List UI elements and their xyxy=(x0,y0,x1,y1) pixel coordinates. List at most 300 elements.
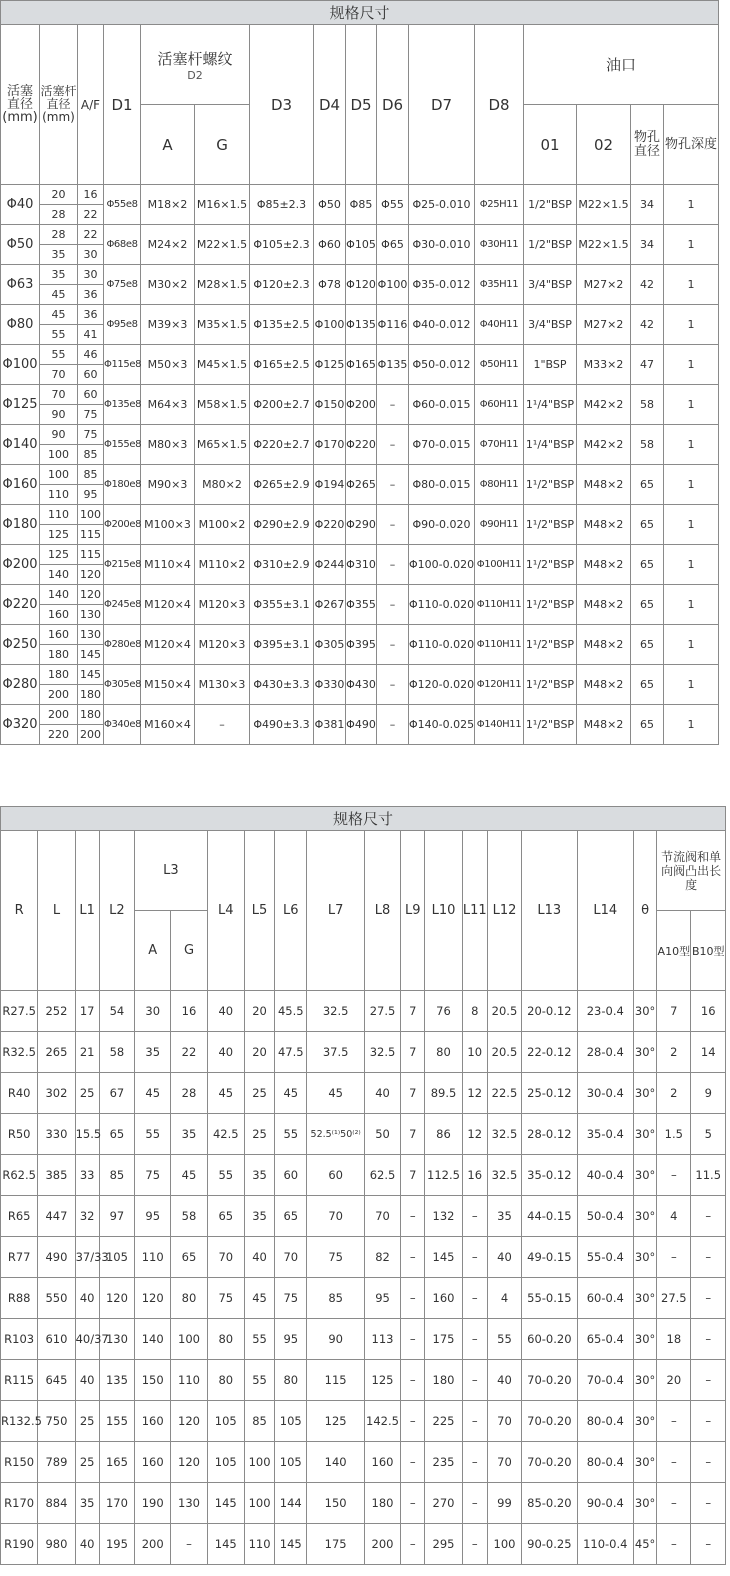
g-cell: M65×1.5 xyxy=(195,425,250,465)
l14-cell: 90-0.4 xyxy=(577,1483,633,1524)
l11-cell: – xyxy=(462,1401,487,1442)
l9-cell: 7 xyxy=(401,1073,425,1114)
l13-cell: 22-0.12 xyxy=(522,1032,577,1073)
l13-cell: 28-0.12 xyxy=(522,1114,577,1155)
o1-cell: 1¹/2"BSP xyxy=(524,705,577,745)
l14-cell: 55-0.4 xyxy=(577,1237,633,1278)
d1-cell: Φ200e8 xyxy=(104,505,141,545)
l2-cell: 67 xyxy=(99,1073,134,1114)
dimension-row xyxy=(1,1196,726,1237)
d6-cell: – xyxy=(377,505,409,545)
d4-cell: Φ381 xyxy=(314,705,346,745)
b10-cell: – xyxy=(691,1442,726,1483)
l13-cell: 44-0.15 xyxy=(522,1196,577,1237)
l-cell: 610 xyxy=(38,1319,75,1360)
l5-cell: 55 xyxy=(244,1360,274,1401)
l-cell: 550 xyxy=(38,1278,75,1319)
spec-row xyxy=(1,705,719,725)
l8-cell: 82 xyxy=(364,1237,400,1278)
b10-cell: – xyxy=(691,1237,726,1278)
d7-cell: Φ110-0.020 xyxy=(409,585,475,625)
o2-cell: M33×2 xyxy=(577,345,631,385)
l2-cell: 135 xyxy=(99,1360,134,1401)
dimension-row xyxy=(1,1155,726,1196)
d4-cell: Φ150 xyxy=(314,385,346,425)
d3-cell: Φ220±2.7 xyxy=(250,425,314,465)
hd-cell: 42 xyxy=(631,265,664,305)
d6-cell: – xyxy=(377,465,409,505)
l8-cell: 32.5 xyxy=(364,1032,400,1073)
l6-cell: 65 xyxy=(275,1196,307,1237)
b10-cell: – xyxy=(691,1483,726,1524)
hole-depth-header: 物孔深度 xyxy=(664,105,719,185)
d5-cell: Φ355 xyxy=(346,585,377,625)
hd-cell: 65 xyxy=(631,665,664,705)
af-cell: 60 xyxy=(78,365,104,385)
t-cell: 30° xyxy=(634,1237,657,1278)
l13-header: L13 xyxy=(522,831,577,991)
l6-cell: 55 xyxy=(275,1114,307,1155)
o1-cell: 1¹/2"BSP xyxy=(524,505,577,545)
l-cell: 789 xyxy=(38,1442,75,1483)
b10-cell: – xyxy=(691,1278,726,1319)
d8-cell: Φ80H11 xyxy=(475,465,524,505)
bore-header: 活塞直径(mm) xyxy=(1,25,40,185)
l12-cell: 32.5 xyxy=(487,1114,521,1155)
l13-cell: 20-0.12 xyxy=(522,991,577,1032)
l4-cell: 70 xyxy=(207,1237,244,1278)
d1-header: D1 xyxy=(104,25,141,185)
af-cell: 145 xyxy=(78,665,104,685)
rod-cell: 28 xyxy=(40,225,78,245)
l14-cell: 65-0.4 xyxy=(577,1319,633,1360)
l6-cell: 45 xyxy=(275,1073,307,1114)
a-cell: 120 xyxy=(135,1278,171,1319)
a-cell: M100×3 xyxy=(141,505,195,545)
g-cell: 100 xyxy=(171,1319,207,1360)
a-cell: 190 xyxy=(135,1483,171,1524)
spec-row xyxy=(1,385,719,405)
d7-cell: Φ35-0.012 xyxy=(409,265,475,305)
l5-cell: 20 xyxy=(244,1032,274,1073)
g-cell: 45 xyxy=(171,1155,207,1196)
o1-cell: 1¹/4"BSP xyxy=(524,425,577,465)
a-cell: M30×2 xyxy=(141,265,195,305)
l7-cell: 32.5 xyxy=(307,991,364,1032)
bore-cell: Φ125 xyxy=(1,385,40,425)
l5-cell: 100 xyxy=(244,1483,274,1524)
d4-cell: Φ125 xyxy=(314,345,346,385)
bore-cell: Φ220 xyxy=(1,585,40,625)
l1-header: L1 xyxy=(75,831,99,991)
l1-cell: 25 xyxy=(75,1073,99,1114)
d8-cell: Φ50H11 xyxy=(475,345,524,385)
o2-cell: M22×1.5 xyxy=(577,225,631,265)
r-cell: R65 xyxy=(1,1196,38,1237)
hd-cell: 42 xyxy=(631,305,664,345)
o1-cell: 1/2"BSP xyxy=(524,225,577,265)
d6-cell: – xyxy=(377,425,409,465)
rod-cell: 200 xyxy=(40,685,78,705)
l2-cell: 195 xyxy=(99,1524,134,1565)
o2-cell: M48×2 xyxy=(577,465,631,505)
l10-cell: 86 xyxy=(425,1114,462,1155)
d3-cell: Φ265±2.9 xyxy=(250,465,314,505)
r-cell: R150 xyxy=(1,1442,38,1483)
d6-cell: – xyxy=(377,385,409,425)
rod-header: 活塞杆直径(mm) xyxy=(40,25,78,185)
l11-cell: 10 xyxy=(462,1032,487,1073)
d3-cell: Φ355±3.1 xyxy=(250,585,314,625)
l-cell: 750 xyxy=(38,1401,75,1442)
l12-cell: 70 xyxy=(487,1442,521,1483)
l1-cell: 37/33 xyxy=(75,1237,99,1278)
a10-header: A10型 xyxy=(657,911,691,991)
l12-header: L12 xyxy=(487,831,521,991)
hp-cell: 1 xyxy=(664,545,719,585)
d1-cell: Φ75e8 xyxy=(104,265,141,305)
r-cell: R170 xyxy=(1,1483,38,1524)
l6-header: L6 xyxy=(275,831,307,991)
l13-cell: 85-0.20 xyxy=(522,1483,577,1524)
l4-cell: 105 xyxy=(207,1401,244,1442)
table2-title: 规格尺寸 xyxy=(1,807,726,831)
l2-cell: 105 xyxy=(99,1237,134,1278)
a-cell: M90×3 xyxy=(141,465,195,505)
a-cell: M50×3 xyxy=(141,345,195,385)
a10-cell: 1.5 xyxy=(657,1114,691,1155)
o1-cell: 1/2"BSP xyxy=(524,185,577,225)
a-cell: 35 xyxy=(135,1032,171,1073)
l1-cell: 40 xyxy=(75,1278,99,1319)
a-cell: M150×4 xyxy=(141,665,195,705)
l7-cell: 150 xyxy=(307,1483,364,1524)
l12-cell: 40 xyxy=(487,1360,521,1401)
o2-cell: M48×2 xyxy=(577,665,631,705)
a10-cell: 27.5 xyxy=(657,1278,691,1319)
hp-cell: 1 xyxy=(664,385,719,425)
d4-cell: Φ220 xyxy=(314,505,346,545)
hp-cell: 1 xyxy=(664,425,719,465)
l7-header: L7 xyxy=(307,831,364,991)
bore-cell: Φ250 xyxy=(1,625,40,665)
l9-cell: 7 xyxy=(401,1114,425,1155)
l7-cell: 37.5 xyxy=(307,1032,364,1073)
rod-cell: 45 xyxy=(40,305,78,325)
l5-cell: 55 xyxy=(244,1319,274,1360)
l8-cell: 142.5 xyxy=(364,1401,400,1442)
hd-cell: 65 xyxy=(631,625,664,665)
spec-row xyxy=(1,265,719,285)
l9-cell: – xyxy=(401,1524,425,1565)
g-cell: 58 xyxy=(171,1196,207,1237)
a10-cell: – xyxy=(657,1237,691,1278)
l4-cell: 145 xyxy=(207,1524,244,1565)
d1-cell: Φ305e8 xyxy=(104,665,141,705)
d5-cell: Φ430 xyxy=(346,665,377,705)
l3-g-header: G xyxy=(171,911,207,991)
l14-cell: 50-0.4 xyxy=(577,1196,633,1237)
t-cell: 30° xyxy=(634,1073,657,1114)
d4-cell: Φ170 xyxy=(314,425,346,465)
g-cell: M22×1.5 xyxy=(195,225,250,265)
l8-cell: 50 xyxy=(364,1114,400,1155)
a10-cell: – xyxy=(657,1155,691,1196)
rod-cell: 110 xyxy=(40,485,78,505)
l12-cell: 22.5 xyxy=(487,1073,521,1114)
d7-cell: Φ30-0.010 xyxy=(409,225,475,265)
spec-row xyxy=(1,425,719,445)
l5-cell: 85 xyxy=(244,1401,274,1442)
af-cell: 115 xyxy=(78,545,104,565)
l8-cell: 125 xyxy=(364,1360,400,1401)
d1-cell: Φ55e8 xyxy=(104,185,141,225)
d4-cell: Φ244 xyxy=(314,545,346,585)
af-cell: 36 xyxy=(78,285,104,305)
dimension-row xyxy=(1,1032,726,1073)
af-cell: 75 xyxy=(78,405,104,425)
bore-cell: Φ50 xyxy=(1,225,40,265)
l10-cell: 270 xyxy=(425,1483,462,1524)
hd-cell: 34 xyxy=(631,225,664,265)
b10-cell: 16 xyxy=(691,991,726,1032)
af-cell: 85 xyxy=(78,445,104,465)
d3-cell: Φ490±3.3 xyxy=(250,705,314,745)
o2-cell: M48×2 xyxy=(577,625,631,665)
rod-cell: 160 xyxy=(40,625,78,645)
l1-cell: 40 xyxy=(75,1524,99,1565)
o2-cell: M48×2 xyxy=(577,545,631,585)
l4-cell: 42.5 xyxy=(207,1114,244,1155)
d7-cell: Φ140-0.025 xyxy=(409,705,475,745)
o1-cell: 1¹/2"BSP xyxy=(524,465,577,505)
d6-cell: – xyxy=(377,705,409,745)
af-cell: 120 xyxy=(78,585,104,605)
o2-cell: M48×2 xyxy=(577,585,631,625)
l14-cell: 30-0.4 xyxy=(577,1073,633,1114)
hp-cell: 1 xyxy=(664,505,719,545)
d6-cell: – xyxy=(377,545,409,585)
l5-cell: 40 xyxy=(244,1237,274,1278)
d4-cell: Φ100 xyxy=(314,305,346,345)
d5-cell: Φ85 xyxy=(346,185,377,225)
l6-cell: 45.5 xyxy=(275,991,307,1032)
l3-header: L3 xyxy=(135,831,208,911)
a10-cell: 2 xyxy=(657,1073,691,1114)
spec-row xyxy=(1,185,719,205)
d6-cell: Φ135 xyxy=(377,345,409,385)
l14-header: L14 xyxy=(577,831,633,991)
l7-cell: 140 xyxy=(307,1442,364,1483)
a-cell: M80×3 xyxy=(141,425,195,465)
l14-cell: 80-0.4 xyxy=(577,1442,633,1483)
rod-cell: 160 xyxy=(40,605,78,625)
l12-cell: 32.5 xyxy=(487,1155,521,1196)
l12-cell: 40 xyxy=(487,1237,521,1278)
rod-cell: 200 xyxy=(40,705,78,725)
dimension-row xyxy=(1,1319,726,1360)
g-cell: M120×3 xyxy=(195,585,250,625)
d6-cell: Φ55 xyxy=(377,185,409,225)
l7-cell: 175 xyxy=(307,1524,364,1565)
d5-cell: Φ120 xyxy=(346,265,377,305)
d5-cell: Φ310 xyxy=(346,545,377,585)
rod-cell: 35 xyxy=(40,265,78,285)
d3-cell: Φ105±2.3 xyxy=(250,225,314,265)
l5-cell: 110 xyxy=(244,1524,274,1565)
af-header: A/F xyxy=(78,25,104,185)
d1-cell: Φ340e8 xyxy=(104,705,141,745)
a-cell: M64×3 xyxy=(141,385,195,425)
d4-cell: Φ60 xyxy=(314,225,346,265)
l12-cell: 20.5 xyxy=(487,1032,521,1073)
l5-cell: 100 xyxy=(244,1442,274,1483)
d3-cell: Φ120±2.3 xyxy=(250,265,314,305)
o1-cell: 3/4"BSP xyxy=(524,305,577,345)
l12-cell: 99 xyxy=(487,1483,521,1524)
spec-row xyxy=(1,345,719,365)
l8-cell: 113 xyxy=(364,1319,400,1360)
g-cell: – xyxy=(171,1524,207,1565)
dimension-row xyxy=(1,1524,726,1565)
l2-cell: 170 xyxy=(99,1483,134,1524)
spec-row xyxy=(1,225,719,245)
l7-cell: 125 xyxy=(307,1401,364,1442)
l2-cell: 65 xyxy=(99,1114,134,1155)
d1-cell: Φ115e8 xyxy=(104,345,141,385)
l-header: L xyxy=(38,831,75,991)
l11-cell: 16 xyxy=(462,1155,487,1196)
l14-cell: 40-0.4 xyxy=(577,1155,633,1196)
l9-cell: – xyxy=(401,1278,425,1319)
l12-cell: 55 xyxy=(487,1319,521,1360)
d8-cell: Φ120H11 xyxy=(475,665,524,705)
cylinder-spec-table xyxy=(0,0,719,745)
rod-cell: 180 xyxy=(40,645,78,665)
l9-cell: 7 xyxy=(401,1155,425,1196)
af-cell: 75 xyxy=(78,425,104,445)
l9-header: L9 xyxy=(401,831,425,991)
l9-cell: – xyxy=(401,1483,425,1524)
rod-cell: 70 xyxy=(40,365,78,385)
l8-cell: 27.5 xyxy=(364,991,400,1032)
af-cell: 95 xyxy=(78,485,104,505)
l4-cell: 145 xyxy=(207,1483,244,1524)
l1-cell: 40 xyxy=(75,1360,99,1401)
af-cell: 46 xyxy=(78,345,104,365)
l14-cell: 110-0.4 xyxy=(577,1524,633,1565)
t-cell: 30° xyxy=(634,1155,657,1196)
o2-cell: M42×2 xyxy=(577,425,631,465)
rod-cell: 140 xyxy=(40,565,78,585)
l6-cell: 80 xyxy=(275,1360,307,1401)
af-cell: 115 xyxy=(78,525,104,545)
d6-cell: Φ100 xyxy=(377,265,409,305)
l4-cell: 55 xyxy=(207,1155,244,1196)
af-cell: 22 xyxy=(78,225,104,245)
o1-cell: 1¹/2"BSP xyxy=(524,585,577,625)
hd-cell: 47 xyxy=(631,345,664,385)
a-cell: 75 xyxy=(135,1155,171,1196)
l5-header: L5 xyxy=(244,831,274,991)
d6-cell: – xyxy=(377,665,409,705)
d3-cell: Φ290±2.9 xyxy=(250,505,314,545)
g-cell: 16 xyxy=(171,991,207,1032)
l-cell: 330 xyxy=(38,1114,75,1155)
a-cell: 110 xyxy=(135,1237,171,1278)
af-cell: 180 xyxy=(78,685,104,705)
b10-cell: – xyxy=(691,1524,726,1565)
l4-header: L4 xyxy=(207,831,244,991)
d2-a-header: A xyxy=(141,105,195,185)
rod-cell: 90 xyxy=(40,425,78,445)
l6-cell: 47.5 xyxy=(275,1032,307,1073)
l9-cell: – xyxy=(401,1442,425,1483)
a-cell: 45 xyxy=(135,1073,171,1114)
a-cell: 95 xyxy=(135,1196,171,1237)
hp-cell: 1 xyxy=(664,705,719,745)
d7-cell: Φ100-0.020 xyxy=(409,545,475,585)
l12-cell: 70 xyxy=(487,1401,521,1442)
l4-cell: 105 xyxy=(207,1442,244,1483)
l9-cell: – xyxy=(401,1401,425,1442)
l-cell: 490 xyxy=(38,1237,75,1278)
l6-cell: 105 xyxy=(275,1442,307,1483)
dimension-row xyxy=(1,1483,726,1524)
d7-cell: Φ110-0.020 xyxy=(409,625,475,665)
hp-cell: 1 xyxy=(664,625,719,665)
l10-cell: 235 xyxy=(425,1442,462,1483)
l13-cell: 70-0.20 xyxy=(522,1360,577,1401)
d7-cell: Φ25-0.010 xyxy=(409,185,475,225)
l14-cell: 28-0.4 xyxy=(577,1032,633,1073)
d1-cell: Φ95e8 xyxy=(104,305,141,345)
spec-row xyxy=(1,665,719,685)
d5-cell: Φ200 xyxy=(346,385,377,425)
d5-cell: Φ290 xyxy=(346,505,377,545)
g-cell: 120 xyxy=(171,1442,207,1483)
d2-g-header: G xyxy=(195,105,250,185)
g-cell: 120 xyxy=(171,1401,207,1442)
g-cell: 110 xyxy=(171,1360,207,1401)
d8-cell: Φ35H11 xyxy=(475,265,524,305)
d6-header: D6 xyxy=(377,25,409,185)
hd-cell: 65 xyxy=(631,465,664,505)
a-cell: 160 xyxy=(135,1401,171,1442)
l12-cell: 4 xyxy=(487,1278,521,1319)
af-cell: 120 xyxy=(78,565,104,585)
l9-cell: 7 xyxy=(401,1032,425,1073)
bore-cell: Φ160 xyxy=(1,465,40,505)
l4-cell: 45 xyxy=(207,1073,244,1114)
d8-cell: Φ30H11 xyxy=(475,225,524,265)
d4-cell: Φ78 xyxy=(314,265,346,305)
l11-cell: – xyxy=(462,1483,487,1524)
d7-header: D7 xyxy=(409,25,475,185)
g-cell: 130 xyxy=(171,1483,207,1524)
bore-cell: Φ320 xyxy=(1,705,40,745)
dimension-row xyxy=(1,1442,726,1483)
rod-cell: 90 xyxy=(40,405,78,425)
spec-row xyxy=(1,545,719,565)
l13-cell: 60-0.20 xyxy=(522,1319,577,1360)
hd-cell: 65 xyxy=(631,585,664,625)
rod-cell: 55 xyxy=(40,325,78,345)
l10-cell: 295 xyxy=(425,1524,462,1565)
l10-cell: 225 xyxy=(425,1401,462,1442)
o1-cell: 1¹/4"BSP xyxy=(524,385,577,425)
d5-header: D5 xyxy=(346,25,377,185)
